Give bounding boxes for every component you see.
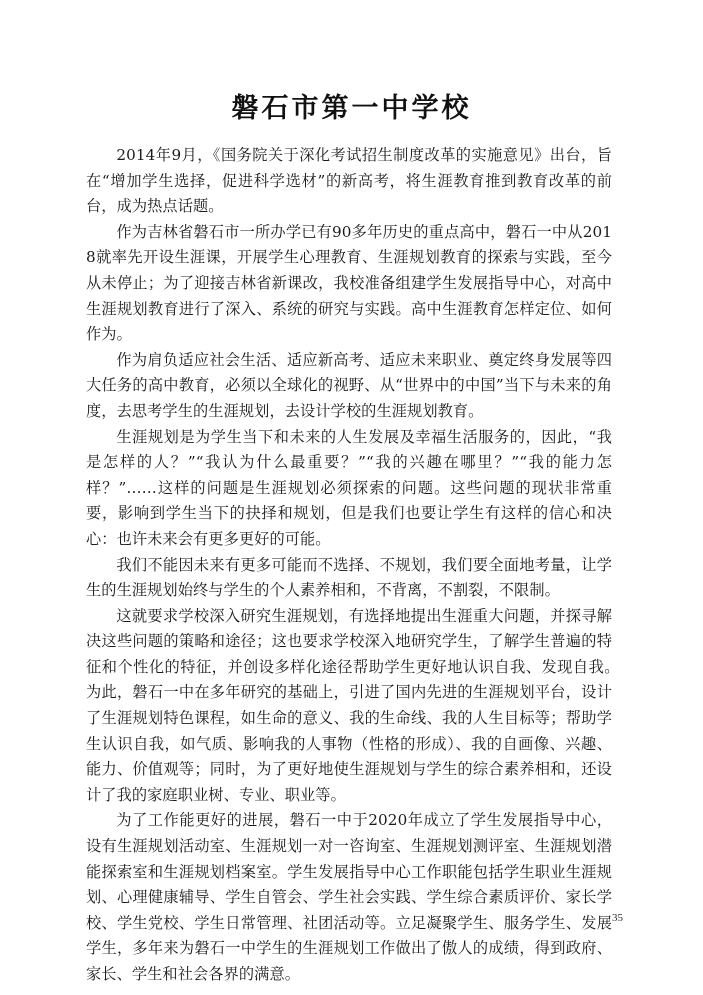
- paragraph: 作为肩负适应社会生活、适应新高考、适应未来职业、奠定终身发展等四大任务的高中教育，必须以全球化的视野、从“世界中的中国”当下与未来的角度，去思考学生的生涯规划，去设计学校的生涯规划教育。: [86, 350, 612, 420]
- paragraph: 为了工作能更好的进展，磐石一中于2020年成立了学生发展指导中心，设有生涯规划活动室、生涯规划一对一咨询室、生涯规划测评室、生涯规划潜能探索室和生涯规划档案室。学生发展指导中心工作职能包括学生职业生涯规划、心理健康辅导、学生自管会、学生社会实践、学生综合素质评价、家长学校、学生党校、学生日常管理、社团活动等。立足凝聚学生、服务学生、发展学生，多年来为磐石一中学生的生涯规划工作做出了傲人的成绩，得到政府、家长、学生和社会各界的满意。: [86, 811, 612, 983]
- paragraph: 生涯规划是为学生当下和未来的人生发展及幸福生活服务的，因此，“我是怎样的人？”“我认为什么最重要？”“我的兴趣在哪里？”“我的能力怎样？”……这样的问题是生涯规划必须探索的问题。这些问题的现状非常重要，影响到学生当下的抉择和规划，但是我们也要让学生有这样的信心和决心：也许未来会有更多更好的可能。: [86, 427, 612, 548]
- paragraph: 2014年9月，《国务院关于深化考试招生制度改革的实施意见》出台，旨在“增加学生选择，促进科学选材”的新高考，将生涯教育推到教育改革的前台，成为热点话题。: [86, 146, 612, 216]
- paragraph: 作为吉林省磐石市一所办学已有90多年历史的重点高中，磐石一中从2018就率先开设生涯课，开展学生心理教育、生涯规划教育的探索与实践，至今从未停止；为了迎接吉林省新课改，我校准备组建学生发展指导中心，对高中生涯规划教育进行了深入、系统的研究与实践。高中生涯教育怎样定位、如何作为。: [86, 222, 612, 344]
- paragraph: 我们不能因未来有更多可能而不选择、不规划，我们要全面地考量，让学生的生涯规划始终与学生的个人素养相和，不背离，不割裂，不限制。: [86, 555, 612, 600]
- paragraph: 这就要求学校深入研究生涯规划，有选择地提出生涯重大问题，并探寻解决这些问题的策略和途径；这也要求学校深入地研究学生，了解学生普遍的特征和个性化的特征，并创设多样化途径帮助学生更好地认识自我、发现自我。 为此，磐石一中在多年研究的基础上，引进了国内先进的生涯规划平台，设计了生涯规划特色课程，如生命的意义、我的生命线、我的人生目标等；帮助学生认识自我，如气质、影响我的人事物（性格的形成）、我的自画像、兴趣、能力、价值观等；同时，为了更好地使生涯规划与学生的综合素养相和，还设计了我的家庭职业树、专业、职业等。: [86, 606, 628, 804]
- page-number: 35: [612, 912, 623, 924]
- document-title: 磐石市第一中学校: [231, 93, 472, 124]
